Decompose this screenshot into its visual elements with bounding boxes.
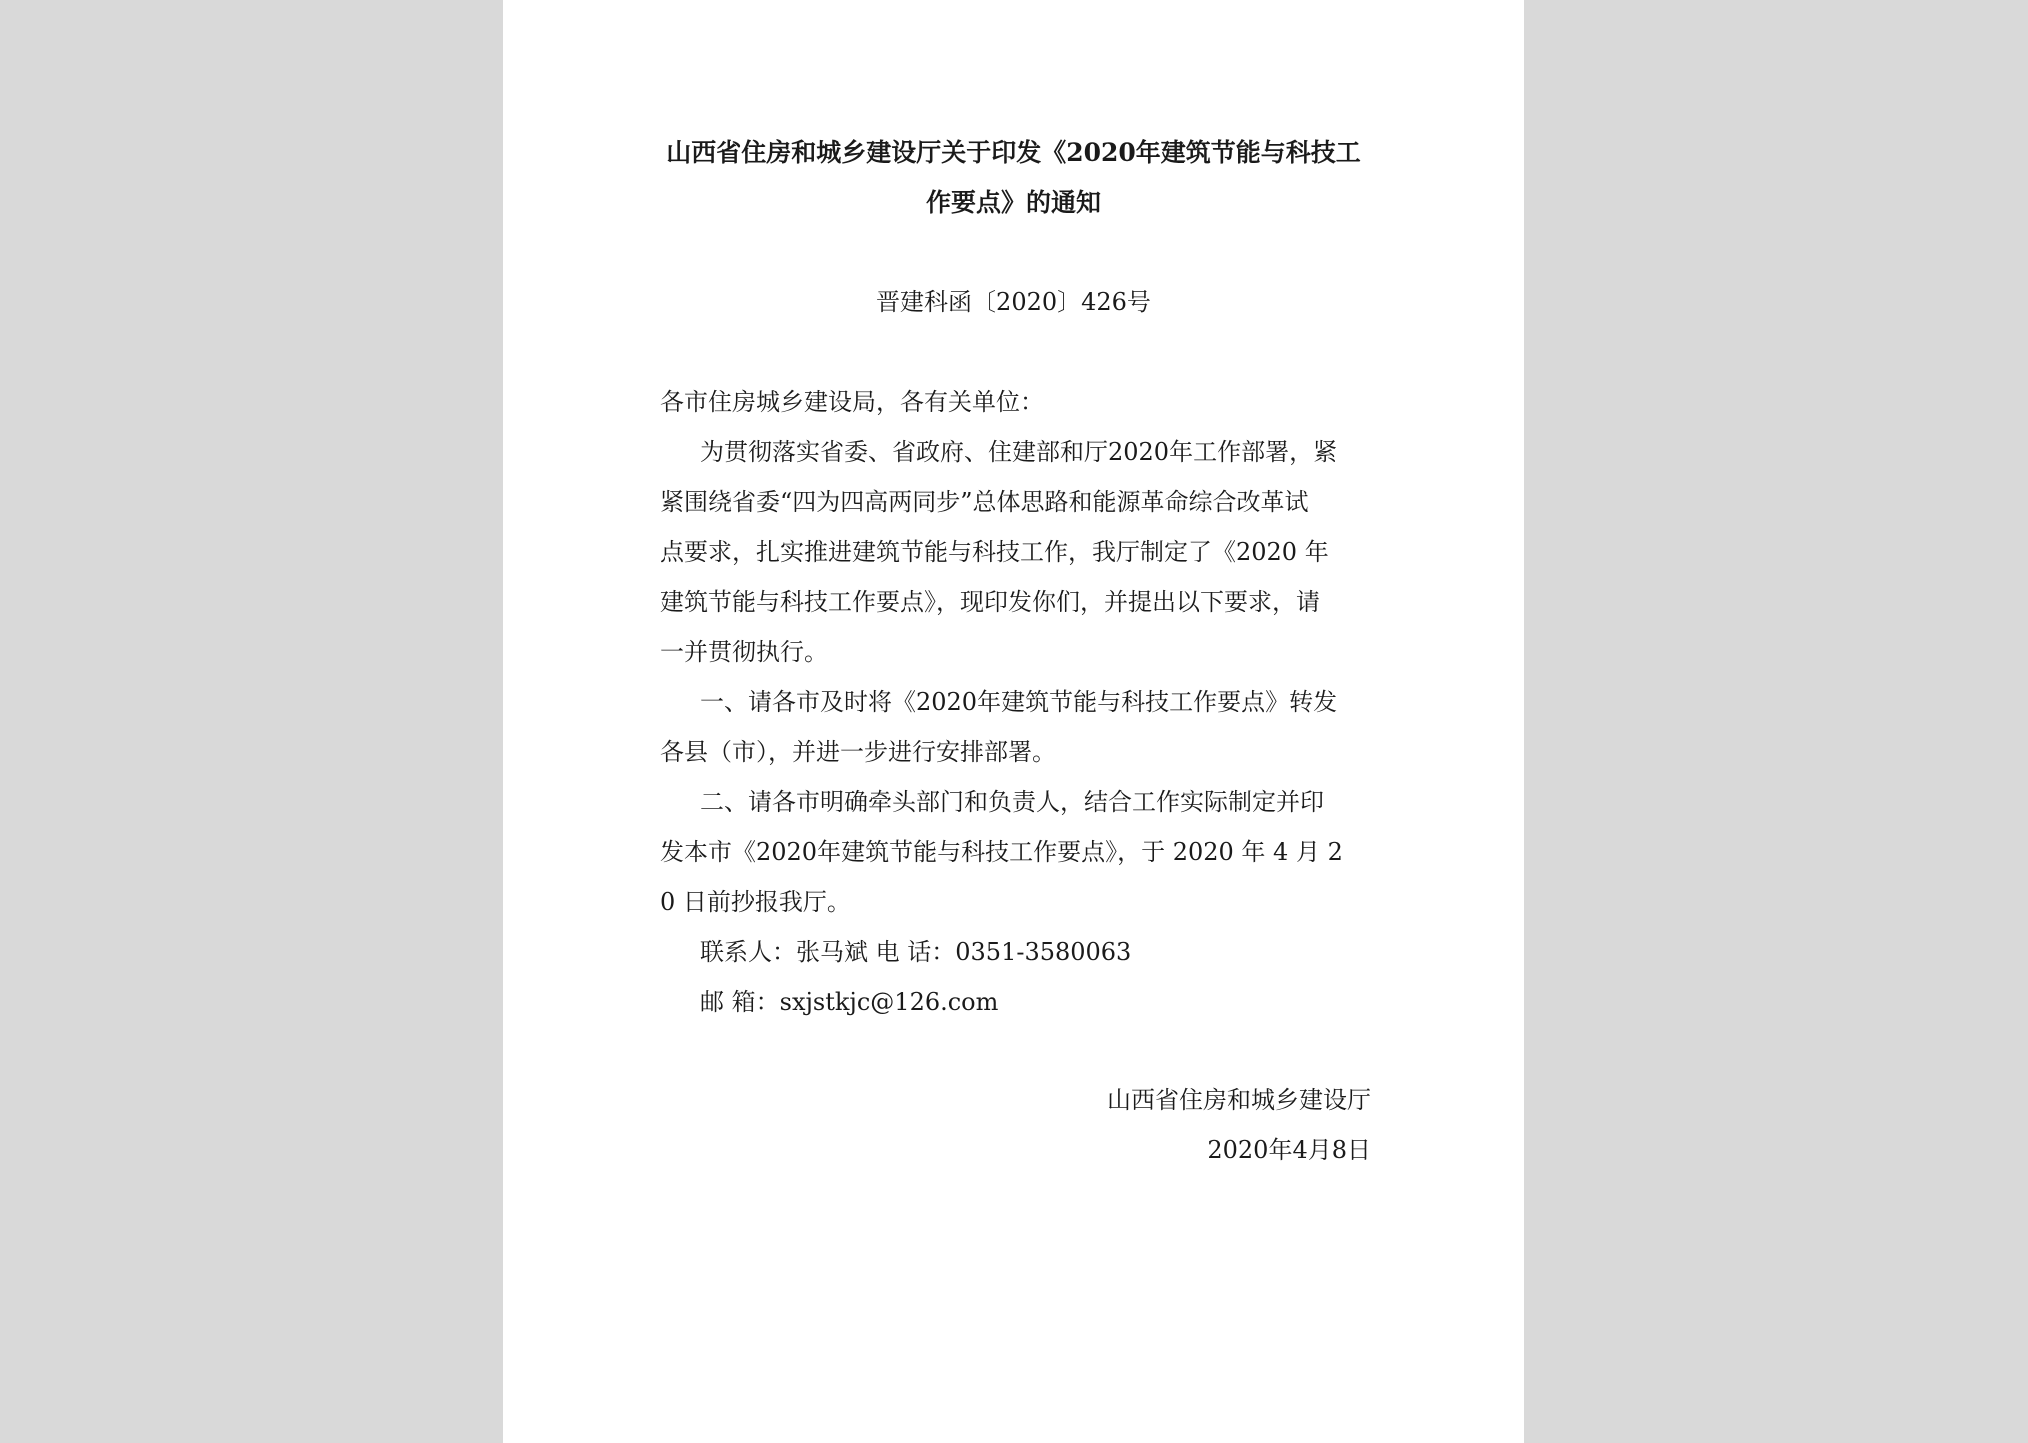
- body-line: 一并贯彻执行。: [660, 638, 828, 666]
- body-line: 紧围绕省委“四为四高两同步”总体思路和能源革命综合改革试: [660, 488, 1309, 516]
- document-page: [503, 0, 1524, 1443]
- document-title-line-1: 山西省住房和城乡建设厅关于印发《2020年建筑节能与科技工: [666, 138, 1361, 167]
- salutation: 各市住房城乡建设局，各有关单位：: [660, 388, 1044, 416]
- issue-date: 2020年4月8日: [1207, 1136, 1371, 1164]
- issuer-signature: 山西省住房和城乡建设厅: [1107, 1086, 1371, 1114]
- document-number: 晋建科函〔2020〕426号: [876, 288, 1151, 316]
- body-line: 各县（市），并进一步进行安排部署。: [660, 738, 1056, 766]
- document-title-line-2: 作要点》的通知: [925, 188, 1101, 217]
- body-line: 为贯彻落实省委、省政府、住建部和厅2020年工作部署，紧: [700, 438, 1338, 466]
- contact-line: 联系人：张马斌 电 话：0351-3580063: [700, 938, 1132, 966]
- body-line: 二、请各市明确牵头部门和负责人，结合工作实际制定并印: [700, 788, 1324, 816]
- body-line: 点要求，扎实推进建筑节能与科技工作，我厅制定了《2020 年: [660, 538, 1329, 566]
- body-line: 发本市《2020年建筑节能与科技工作要点》，于 2020 年 4 月 2: [660, 838, 1343, 866]
- body-line: 0 日前抄报我厅。: [660, 888, 851, 916]
- body-line: 建筑节能与科技工作要点》，现印发你们，并提出以下要求，请: [660, 588, 1320, 616]
- body-line: 一、请各市及时将《2020年建筑节能与科技工作要点》转发: [700, 688, 1338, 716]
- email-line: 邮 箱：sxjstkjc@126.com: [700, 988, 999, 1016]
